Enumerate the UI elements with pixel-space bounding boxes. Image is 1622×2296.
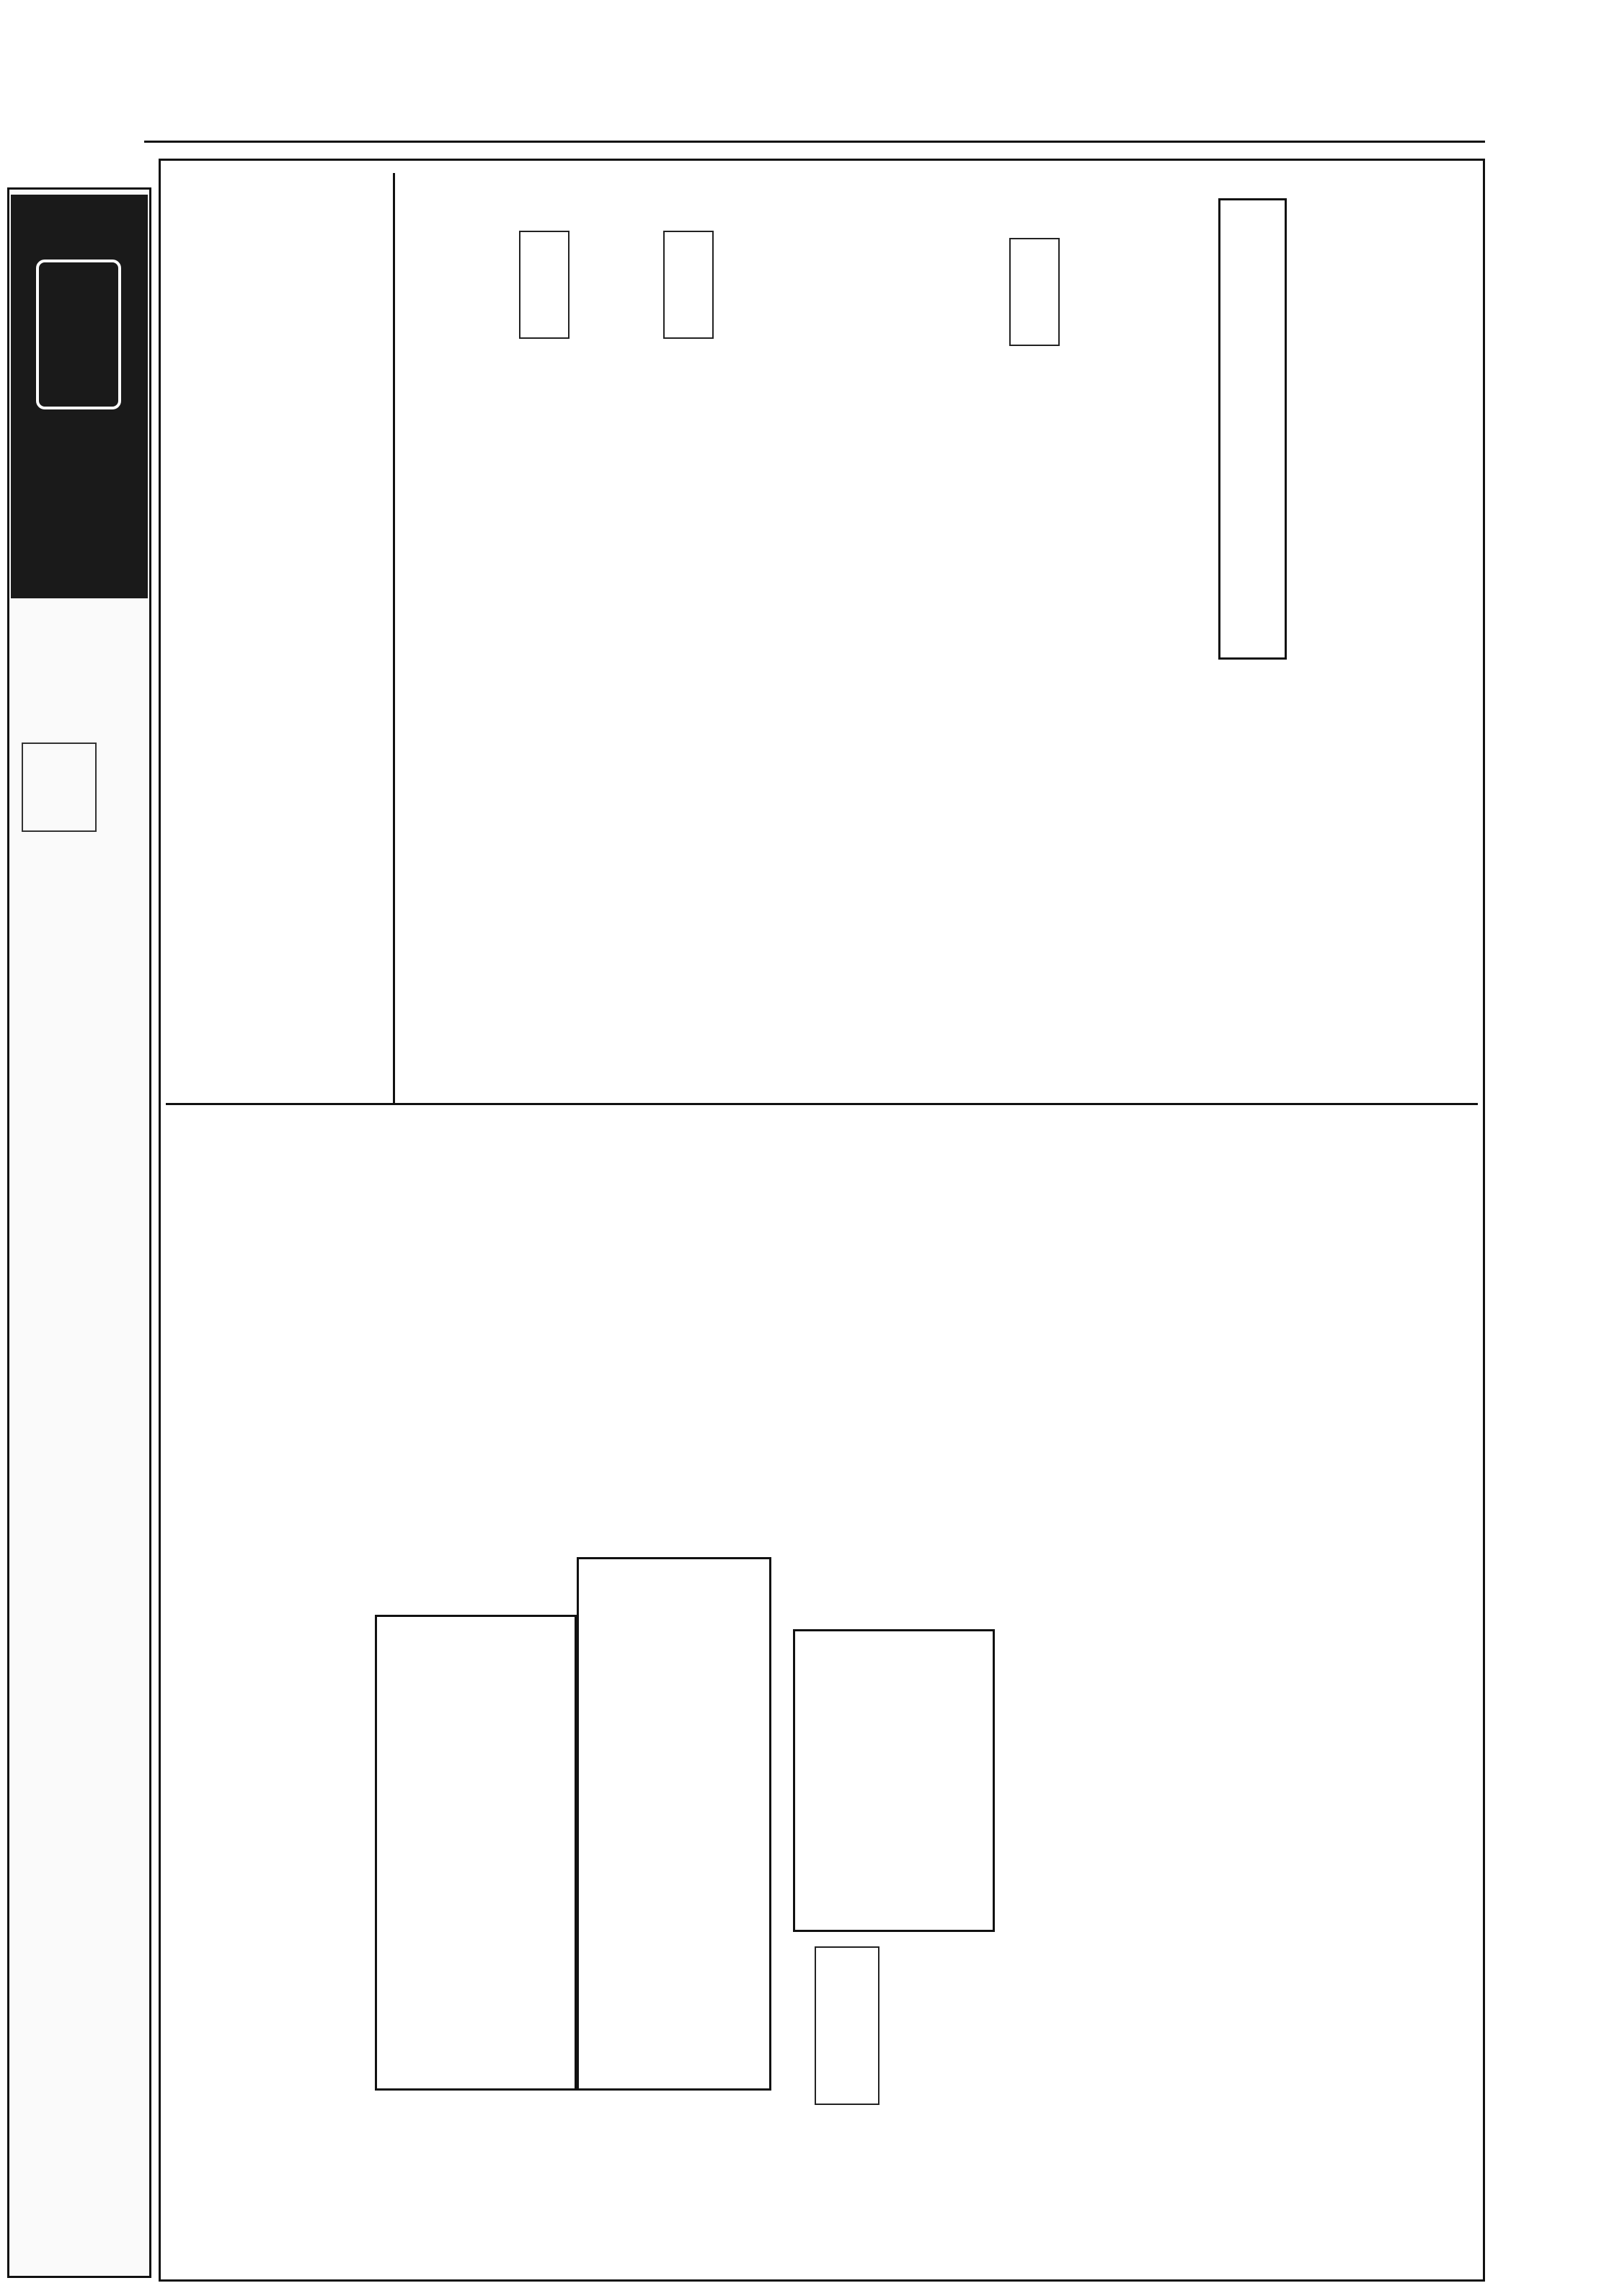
- right-lower-text: [1427, 1117, 1478, 2271]
- air-text: [620, 180, 793, 1089]
- ad-tonic-seal: [36, 260, 121, 409]
- center-bottom-text: [591, 2098, 779, 2264]
- mutou-text: [404, 1117, 750, 1550]
- army-text: [800, 180, 1002, 1089]
- jiabu-box: [375, 1615, 577, 2091]
- ad-camera-image: [22, 743, 97, 832]
- rule-right-col: [393, 173, 395, 1103]
- zhongyang-text: [1002, 1946, 1038, 2249]
- jiabu-text: [173, 1615, 368, 2264]
- jiang-more-text: [764, 1117, 1016, 1622]
- xingzheng-box: [815, 1946, 879, 2105]
- section-army-box: [1009, 238, 1060, 346]
- navy-text: [404, 180, 613, 1089]
- jiang-text: [1024, 1117, 1189, 1622]
- mid-rule: [166, 1103, 1478, 1105]
- right-bottom-text-2: [1009, 1636, 1132, 1939]
- frontline-text: [173, 180, 281, 1089]
- right-bottom-text: [1139, 1636, 1420, 2264]
- nankou-box: [793, 1629, 995, 1932]
- main-body-text: [1009, 728, 1471, 1096]
- series-box: [1218, 198, 1287, 660]
- left-mid-text: [173, 1117, 396, 1608]
- mutou-box: [577, 1557, 771, 2091]
- frontline-text-2: [288, 375, 382, 1089]
- army-text-2: [1067, 180, 1110, 714]
